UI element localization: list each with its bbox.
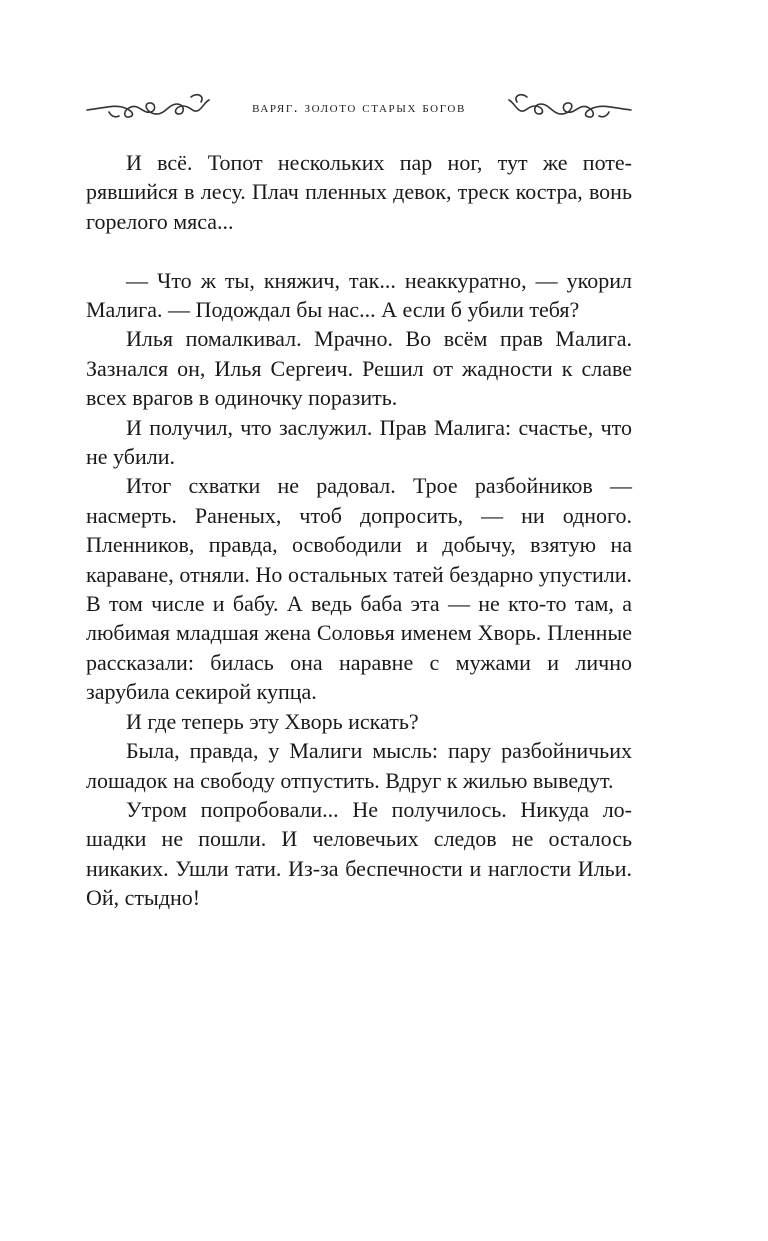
paragraph: Итог схватки не радовал. Трое разбойников — насмерть. Раненых, чтоб допросить, — ни одного. Пленников, правда, освободили и добычу, взятую на караване, отняли. Но остальных татей бездарно упустили. В том числе и бабу. А ведь баба эта — не кто-то там, а любимая младшая жена Соловья именем Хворь. Пленные рассказали: билась она наравне с мужами и лично зарубила секирой купца.	[86, 473, 632, 705]
scroll-ornament-icon	[508, 88, 633, 126]
paragraph: И получил, что заслужил. Прав Малига: счастье, что не убили.	[86, 414, 632, 470]
running-header	[85, 88, 633, 126]
paragraph: Илья помалкивал. Мрачно. Во всём прав Малига. Зазнался он, Илья Сергеич. Решил от жадности к славе всех врагов в одиночку поразить.	[86, 326, 632, 411]
book-title: варяг. золото старых богов	[252, 99, 466, 116]
paragraph: Была, правда, у Малиги мысль: пару разбойничьих лошадок на свободу отпустить. Вдруг к жилью выведут.	[86, 738, 632, 793]
scroll-ornament-icon	[85, 88, 210, 126]
paragraph: Утром попробовали... Не получилось. Никуда лошадки не пошли. И человечьих следов не осталось никаких. Ушли тати. Из-за беспечности и наглости Ильи. Ой, стыдно!	[86, 796, 632, 911]
page-body	[86, 148, 632, 913]
paragraph: — Что ж ты, княжич, так... неаккуратно, — укорил Малига. — Подождал бы нас... А если б убили тебя?	[86, 267, 632, 323]
paragraph: И где теперь эту Хворь искать?	[126, 708, 419, 734]
paragraph: И всё. Топот нескольких пар ног, тут же потерявшийся в лесу. Плач пленных девок, треск костра, вонь горелого мяса...	[86, 150, 632, 234]
